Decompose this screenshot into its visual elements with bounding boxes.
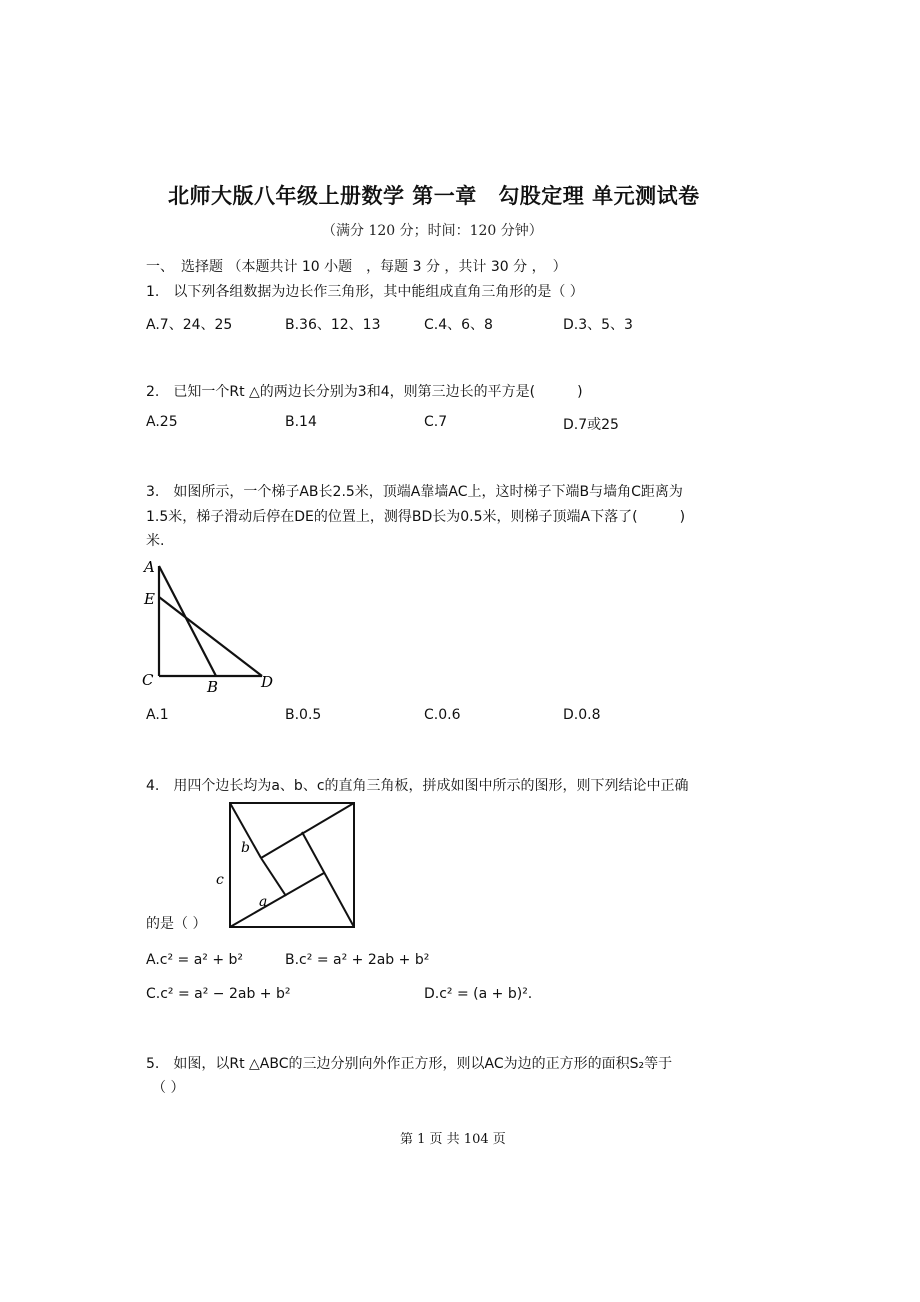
- question-2-stem: 2. 已知一个Rt △的两边长分别为3和4，则第三边长的平方是( ): [146, 384, 583, 400]
- question-1-option-d: D.3、5、3: [563, 317, 633, 333]
- figure-label-a: a: [259, 894, 268, 910]
- question-4-option-b: B.c² = a² + 2ab + b²: [285, 952, 430, 968]
- question-1-option-c: C.4、6、8: [424, 317, 493, 333]
- question-3-line-3: 米.: [146, 533, 165, 549]
- figure-label-a: A: [144, 558, 155, 576]
- question-5-line-2: （ ）: [152, 1080, 185, 1096]
- question-3-line-1: 3. 如图所示，一个梯子AB长2.5米，顶端A靠墙AC上，这时梯子下端B与墙角C距离为: [146, 484, 683, 500]
- page-title: 北师大版八年级上册数学 第一章 勾股定理 单元测试卷: [168, 184, 700, 208]
- question-4-option-d: D.c² = (a + b)².: [424, 986, 533, 1002]
- page-footer: 第 1 页 共 104 页: [400, 1132, 506, 1147]
- figure-label-c: c: [216, 872, 224, 888]
- figure-label-c: C: [142, 671, 154, 689]
- ladder-figure: [138, 552, 288, 697]
- question-3-option-d: D.0.8: [563, 707, 601, 723]
- question-3-option-b: B.0.5: [285, 707, 322, 723]
- page-subtitle: （满分 120 分；时间：120 分钟）: [322, 223, 543, 239]
- question-4-stem: 4. 用四个边长均为a、b、c的直角三角板，拼成如图中所示的图形，则下列结论中正确: [146, 778, 689, 794]
- question-5-line-1: 5. 如图，以Rt △ABC的三边分别向外作正方形，则以AC为边的正方形的面积S₂等于: [146, 1056, 673, 1072]
- figure-label-e: E: [144, 590, 155, 608]
- figure-label-b: b: [241, 840, 250, 856]
- section-heading: 一、 选择题 （本题共计 10 小题 ，每题 3 分 ，共计 30 分 ， ）: [146, 259, 567, 275]
- question-2-option-a: A.25: [146, 414, 178, 430]
- question-1-option-b: B.36、12、13: [285, 317, 381, 333]
- figure-label-b: B: [207, 678, 219, 696]
- question-3-option-c: C.0.6: [424, 707, 461, 723]
- question-4-option-c: C.c² = a² − 2ab + b²: [146, 986, 291, 1002]
- question-3-option-a: A.1: [146, 707, 169, 723]
- question-4-option-a: A.c² = a² + b²: [146, 952, 244, 968]
- question-1-stem: 1. 以下列各组数据为边长作三角形，其中能组成直角三角形的是（ ）: [146, 284, 584, 300]
- question-3-line-2: 1.5米，梯子滑动后停在DE的位置上，测得BD长为0.5米，则梯子顶端A下落了( ): [146, 509, 686, 525]
- figure-label-d: D: [261, 673, 274, 691]
- question-4-tail: 的是（ ）: [146, 916, 207, 932]
- question-2-option-d: D.7或25: [563, 417, 619, 433]
- question-2-option-c: C.7: [424, 414, 448, 430]
- question-1-option-a: A.7、24、25: [146, 317, 233, 333]
- question-2-option-b: B.14: [285, 414, 317, 430]
- pinwheel-figure: [212, 800, 362, 932]
